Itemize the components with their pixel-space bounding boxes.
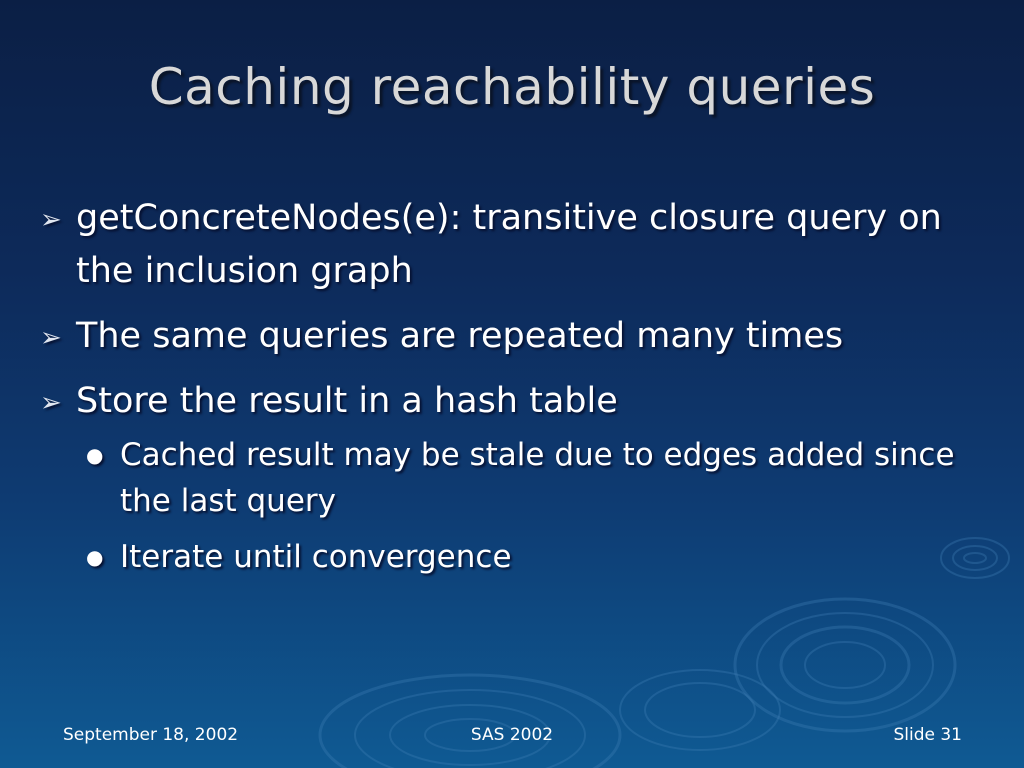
sub-bullet-item — [86, 432, 998, 524]
sub-bullet-text: Iterate until convergence — [120, 539, 512, 575]
slide-title: Caching reachability queries — [148, 58, 876, 116]
slide-body — [38, 192, 998, 590]
footer-slide-number: Slide 31 — [893, 725, 962, 745]
dot-bullet-icon: ● — [86, 443, 104, 467]
bullet-text: The same queries are repeated many times — [76, 316, 844, 356]
arrow-bullet-icon: ➢ — [40, 205, 62, 235]
bullet-text: Store the result in a hash table — [76, 381, 618, 421]
arrow-bullet-icon: ➢ — [40, 323, 62, 353]
dot-bullet-icon: ● — [86, 545, 104, 569]
bullet-item — [38, 310, 998, 363]
sub-bullet-text: Cached result may be stale due to edges added since the last query — [120, 437, 955, 519]
footer-date: September 18, 2002 — [63, 725, 239, 745]
sub-bullet-item — [86, 534, 998, 580]
bullet-item — [38, 375, 998, 428]
bullet-text: getConcreteNodes(e): transitive closure query on the inclusion graph — [76, 198, 942, 291]
bullet-item — [38, 192, 998, 298]
arrow-bullet-icon: ➢ — [40, 388, 62, 418]
footer-center: SAS 2002 — [470, 725, 554, 745]
